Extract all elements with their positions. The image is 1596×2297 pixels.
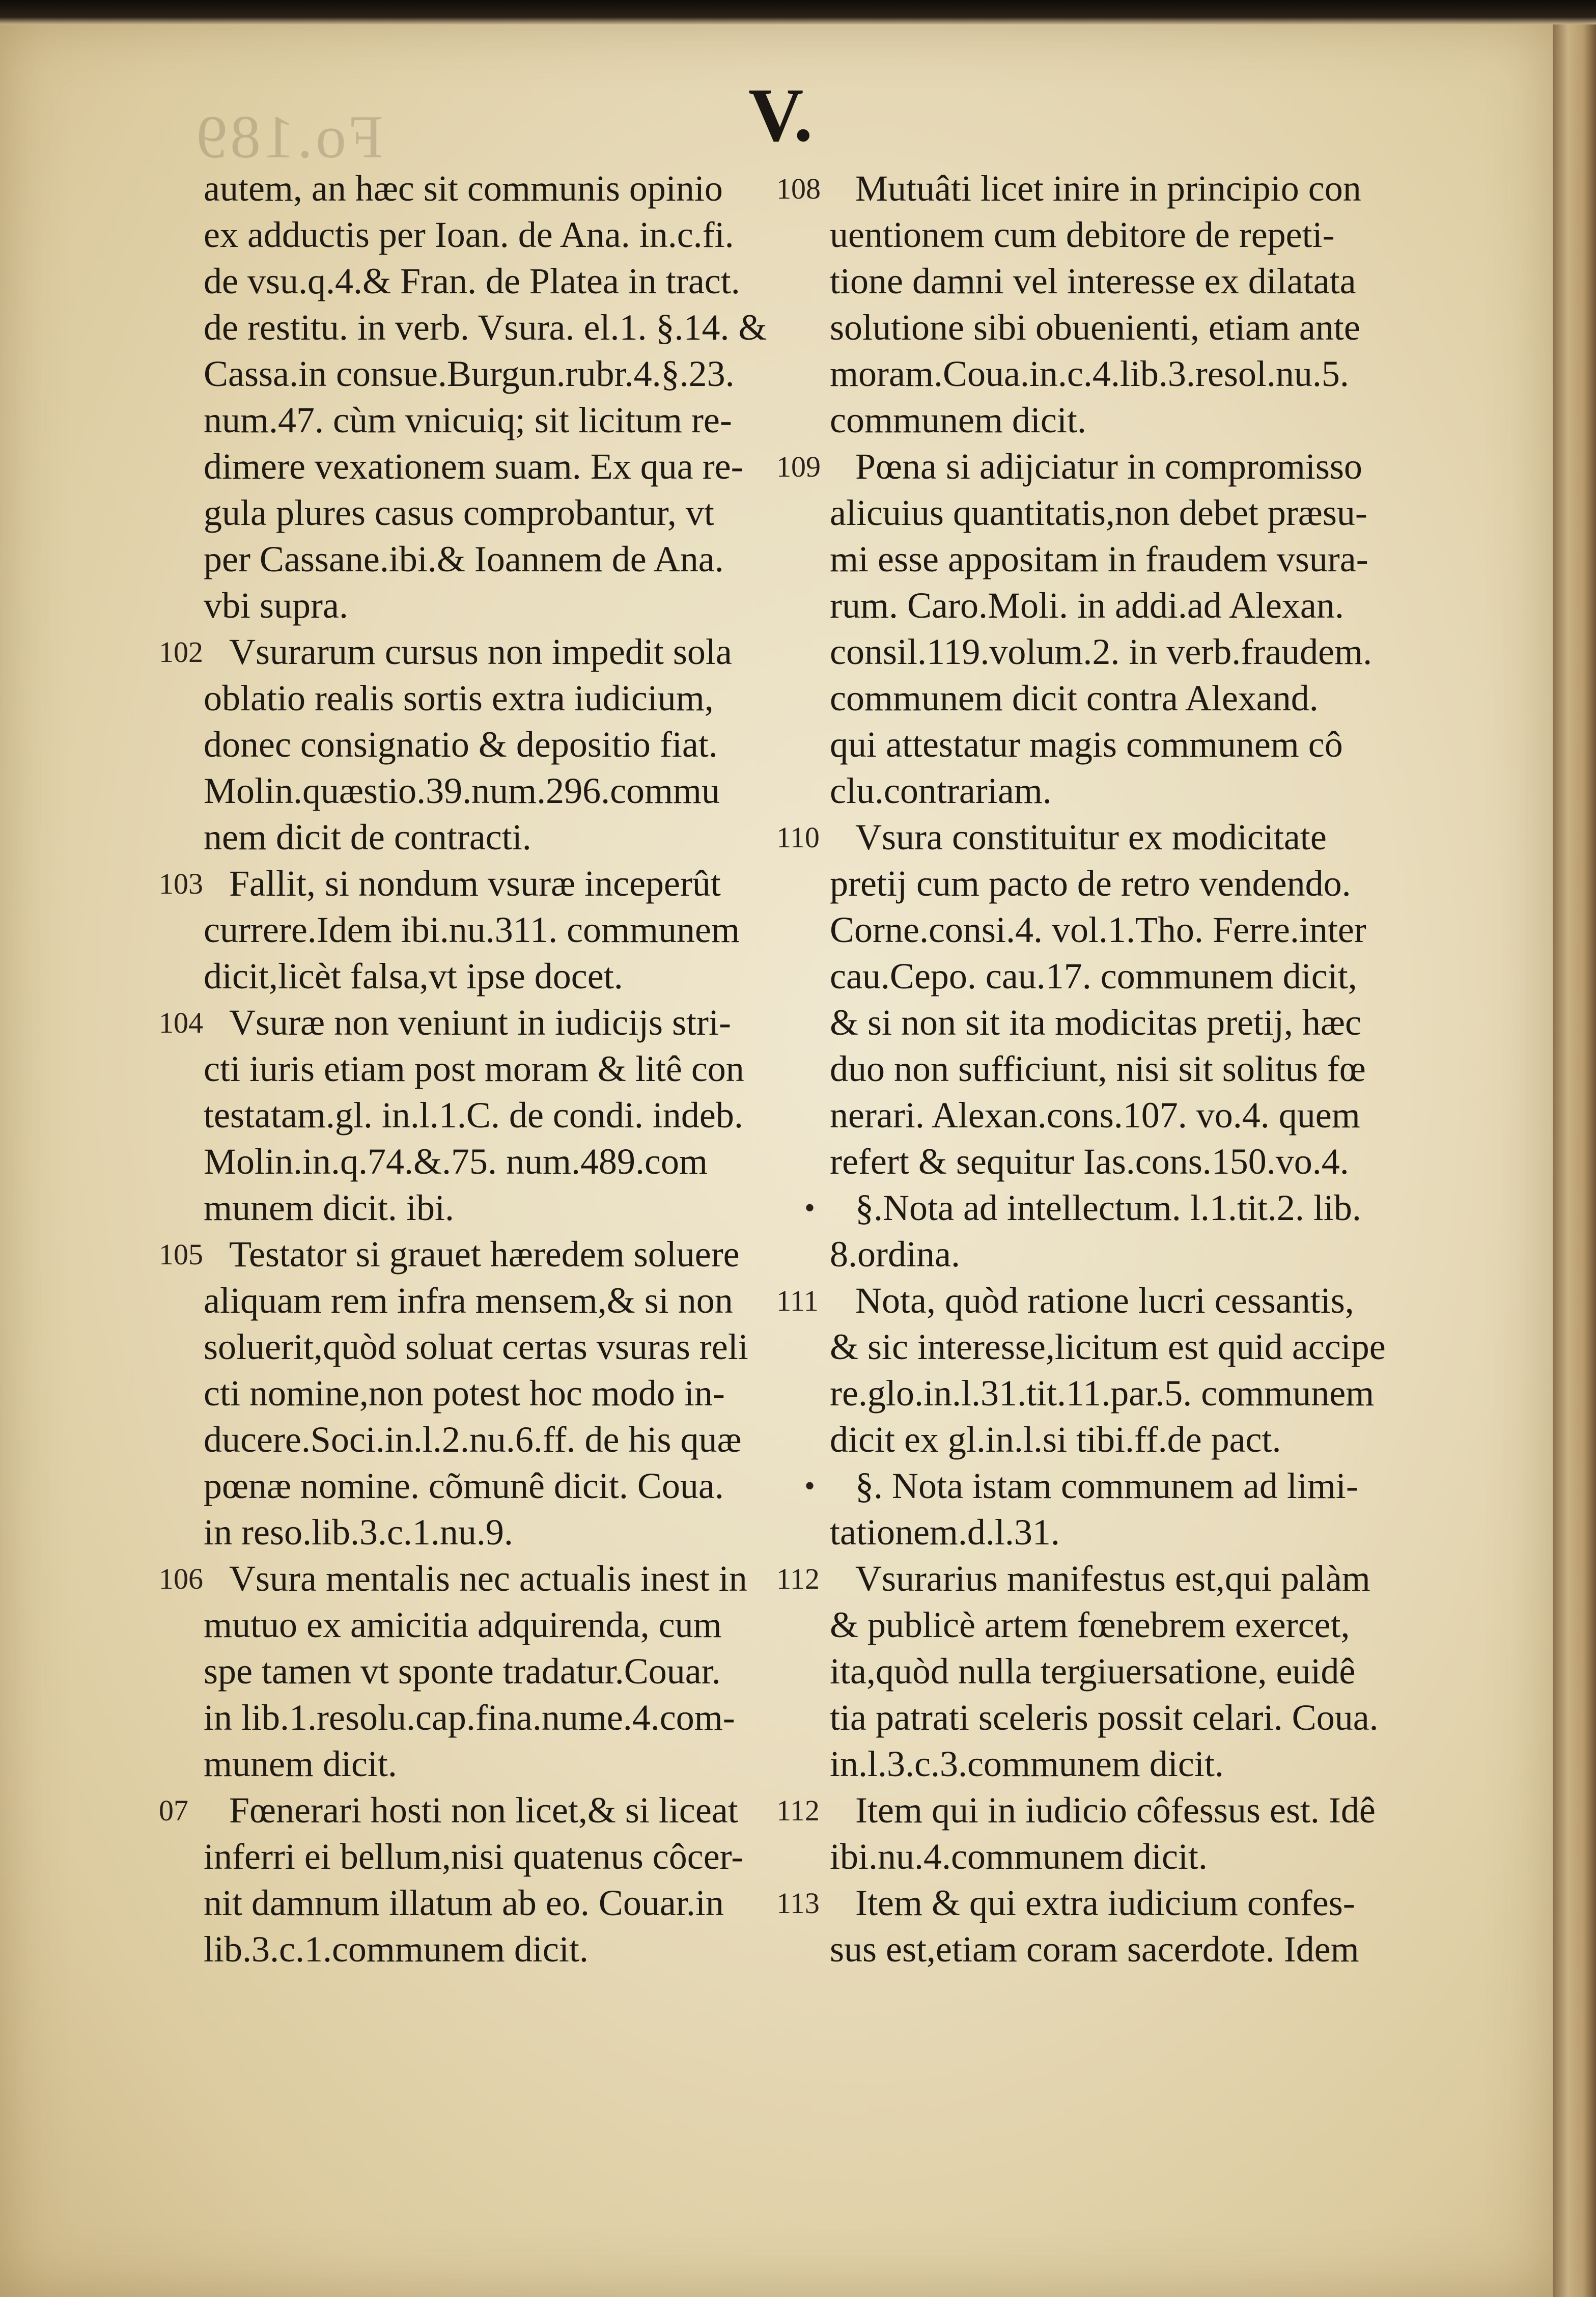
entry-number: 108 [776, 172, 821, 205]
line-text: consil.119.volum.2. in verb.fraudem. [830, 631, 1373, 672]
line-text: Item & qui extra iudicium confes- [855, 1883, 1355, 1923]
entry-number: 110 [776, 821, 820, 854]
running-head: V. [748, 73, 813, 157]
line-text: Item qui in iudicio côfessus est. Idê [855, 1790, 1376, 1831]
line-text: 8.ordina. [830, 1234, 960, 1275]
line-text: pœnæ nomine. cõmunê dicit. Coua. [204, 1465, 724, 1506]
line-text: Fallit, si nondum vsuræ inceperût [229, 863, 721, 904]
text-line [830, 1046, 1400, 1092]
right-column [776, 165, 1400, 1973]
text-line [204, 1370, 769, 1417]
text-line [204, 953, 769, 1000]
text-line [204, 1278, 769, 1324]
line-text: duo non sufficiunt, nisi sit solitus fœ [830, 1048, 1366, 1089]
line-text: donec consignatio & depositio fiat. [204, 724, 718, 765]
text-line [830, 305, 1400, 351]
line-text: tia patrati sceleris possit celari. Coua. [830, 1697, 1379, 1738]
text-line [776, 1787, 1400, 1834]
text-line [830, 1695, 1400, 1741]
text-line [204, 351, 769, 397]
line-text: nit damnum illatum ab eo. Couar.in [204, 1883, 724, 1923]
text-line [830, 1231, 1400, 1278]
text-line [204, 1417, 769, 1463]
entry-number: 106 [159, 1562, 203, 1595]
text-line [830, 907, 1400, 953]
line-text: mi esse appositam in fraudem vsura- [830, 539, 1368, 579]
entry-number: 103 [159, 867, 203, 900]
line-text: Molin.quæstio.39.num.296.commu [204, 770, 720, 811]
entry-number: 07 [159, 1794, 188, 1827]
text-line [830, 1509, 1400, 1556]
line-text: gula plures casus comprobantur, vt [204, 492, 714, 533]
text-line [204, 1463, 769, 1509]
text-line [804, 1463, 1400, 1509]
line-text: re.glo.in.l.31.tit.11.par.5. communem [830, 1373, 1375, 1414]
line-text: inferri ei bellum,nisi quatenus côcer- [204, 1836, 744, 1877]
line-text: clu.contrariam. [830, 770, 1052, 811]
line-text: ex adductis per Ioan. de Ana. in.c.fi. [204, 214, 734, 255]
text-line [204, 1834, 769, 1880]
text-line [830, 1417, 1400, 1463]
text-line [776, 444, 1400, 490]
line-text: §.Nota ad intellectum. l.1.tit.2. lib. [855, 1187, 1361, 1228]
text-line [159, 1231, 769, 1278]
text-line [830, 953, 1400, 1000]
page-edge [1553, 10, 1596, 2297]
text-line [204, 305, 769, 351]
entry-number: 104 [159, 1006, 203, 1039]
text-line [830, 629, 1400, 675]
line-text: ducere.Soci.in.l.2.nu.6.ff. de his quæ [204, 1419, 742, 1460]
text-line [204, 1046, 769, 1092]
text-line [204, 1185, 769, 1231]
text-line [830, 351, 1400, 397]
text-line [830, 1000, 1400, 1046]
text-line [776, 1556, 1400, 1602]
line-text: Molin.in.q.74.&.75. num.489.com [204, 1141, 708, 1182]
text-line [776, 1278, 1400, 1324]
text-line [204, 1324, 769, 1370]
line-text: uentionem cum debitore de repeti- [830, 214, 1335, 255]
text-line [830, 675, 1400, 722]
text-line [204, 583, 769, 629]
text-line [204, 722, 769, 768]
text-line [830, 768, 1400, 814]
line-text: Nota, quòd ratione lucri cessantis, [855, 1280, 1354, 1321]
text-line [204, 536, 769, 583]
line-text: rum. Caro.Moli. in addi.ad Alexan. [830, 585, 1344, 626]
line-text: aliquam rem infra mensem,& si non [204, 1280, 733, 1321]
line-text: moram.Coua.in.c.4.lib.3.resol.nu.5. [830, 353, 1349, 394]
text-line [204, 444, 769, 490]
line-text: mutuo ex amicitia adquirenda, cum [204, 1604, 722, 1645]
line-text: cti nomine,non potest hoc modo in- [204, 1373, 725, 1414]
text-line [830, 397, 1400, 444]
line-text: Fœnerari hosti non licet,& si liceat [229, 1790, 738, 1831]
line-text: cti iuris etiam post moram & litê con [204, 1048, 744, 1089]
line-text: qui attestatur magis communem cô [830, 724, 1343, 765]
text-line [830, 1834, 1400, 1880]
bleed-through-folio: Fo.189 [193, 103, 383, 171]
line-text: nem dicit de contracti. [204, 817, 531, 857]
line-text: & sic interesse,licitum est quid accipe [830, 1326, 1386, 1367]
line-text: §. Nota istam communem ad limi- [855, 1465, 1358, 1506]
text-line [204, 1741, 769, 1787]
text-line [204, 1926, 769, 1973]
line-text: de vsu.q.4.& Fran. de Platea in tract. [204, 261, 740, 301]
entry-number: 112 [776, 1794, 820, 1827]
text-line [830, 536, 1400, 583]
line-text: Vsuræ non veniunt in iudicijs stri- [229, 1002, 731, 1043]
line-text: soluerit,quòd soluat certas vsuras reli [204, 1326, 748, 1367]
text-line [830, 1324, 1400, 1370]
line-text: Testator si grauet hæredem soluere [229, 1234, 740, 1275]
line-text: solutione sibi obuenienti, etiam ante [830, 307, 1360, 348]
line-text: dicit,licèt falsa,vt ipse docet. [204, 956, 623, 997]
text-line [204, 675, 769, 722]
text-line [204, 1602, 769, 1648]
line-text: munem dicit. [204, 1743, 397, 1784]
text-line [159, 1787, 769, 1834]
line-text: Vsurarius manifestus est,qui palàm [855, 1558, 1370, 1599]
line-text: num.47. cùm vnicuiq; sit licitum re- [204, 400, 732, 440]
line-text: tione damni vel interesse ex dilatata [830, 261, 1356, 301]
text-line [204, 1509, 769, 1556]
line-text: dimere vexationem suam. Ex qua re- [204, 446, 743, 487]
text-line [204, 814, 769, 861]
line-text: tationem.d.l.31. [830, 1512, 1060, 1553]
line-text: & si non sit ita modicitas pretij, hæc [830, 1002, 1361, 1043]
line-text: pretij cum pacto de retro vendendo. [830, 863, 1351, 904]
line-text: currere.Idem ibi.nu.311. communem [204, 909, 740, 950]
text-line [204, 907, 769, 953]
line-text: cau.Cepo. cau.17. communem dicit, [830, 956, 1357, 997]
line-text: & publicè artem fœnebrem exercet, [830, 1604, 1350, 1645]
text-line [159, 629, 769, 675]
text-line [204, 212, 769, 258]
text-line [830, 583, 1400, 629]
text-line [204, 768, 769, 814]
line-text: Mutuâti licet inire in principio con [855, 168, 1361, 209]
text-line [830, 1602, 1400, 1648]
line-text: dicit ex gl.in.l.si tibi.ff.de pact. [830, 1419, 1281, 1460]
text-line [204, 1139, 769, 1185]
text-line [776, 814, 1400, 861]
line-text: autem, an hæc sit communis opinio [204, 168, 723, 209]
line-text: vbi supra. [204, 585, 348, 626]
text-line [830, 722, 1400, 768]
line-text: communem dicit contra Alexand. [830, 678, 1319, 718]
text-line [159, 861, 769, 907]
text-line [776, 165, 1400, 212]
text-line [204, 1880, 769, 1926]
text-line [776, 1880, 1400, 1926]
entry-number: 109 [776, 450, 821, 483]
line-text: nerari. Alexan.cons.107. vo.4. quem [830, 1095, 1360, 1136]
line-text: oblatio realis sortis extra iudicium, [204, 678, 714, 718]
line-text: lib.3.c.1.communem dicit. [204, 1929, 589, 1970]
line-text: in.l.3.c.3.communem dicit. [830, 1743, 1224, 1784]
paragraph-bullet: • [804, 1469, 816, 1503]
line-text: sus est,etiam coram sacerdote. Idem [830, 1929, 1359, 1970]
text-line [159, 1000, 769, 1046]
line-text: in lib.1.resolu.cap.fina.nume.4.com- [204, 1697, 735, 1738]
text-line [204, 165, 769, 212]
text-line [159, 1556, 769, 1602]
paragraph-bullet: • [804, 1191, 816, 1225]
text-line [830, 1926, 1400, 1973]
text-line [830, 1139, 1400, 1185]
entry-number: 113 [776, 1887, 820, 1920]
text-line [204, 258, 769, 305]
entry-number: 111 [776, 1284, 819, 1317]
line-text: in reso.lib.3.c.1.nu.9. [204, 1512, 513, 1553]
entry-number: 112 [776, 1562, 820, 1595]
text-line [830, 861, 1400, 907]
line-text: Corne.consi.4. vol.1.Tho. Ferre.inter [830, 909, 1366, 950]
text-line [204, 1092, 769, 1139]
text-line [830, 212, 1400, 258]
text-line [830, 490, 1400, 536]
line-text: de restitu. in verb. Vsura. el.1. §.14. & [204, 307, 767, 348]
line-text: ibi.nu.4.communem dicit. [830, 1836, 1208, 1877]
text-line [830, 1741, 1400, 1787]
top-edge-shadow [0, 0, 1596, 24]
line-text: per Cassane.ibi.& Ioannem de Ana. [204, 539, 724, 579]
text-line [830, 1092, 1400, 1139]
text-line [204, 1648, 769, 1695]
line-text: alicuius quantitatis,non debet præsu- [830, 492, 1367, 533]
line-text: spe tamen vt sponte tradatur.Couar. [204, 1651, 721, 1692]
line-text: ita,quòd nulla tergiuersatione, euidê [830, 1651, 1356, 1692]
text-line [204, 397, 769, 444]
line-text: Cassa.in consue.Burgun.rubr.4.§.23. [204, 353, 735, 394]
line-text: testatam.gl. in.l.1.C. de condi. indeb. [204, 1095, 743, 1136]
line-text: Vsurarum cursus non impedit sola [229, 631, 732, 672]
text-line [830, 1370, 1400, 1417]
line-text: Vsura constituitur ex modicitate [855, 817, 1327, 857]
line-text: refert & sequitur Ias.cons.150.vo.4. [830, 1141, 1349, 1182]
text-line [830, 1648, 1400, 1695]
text-line [830, 258, 1400, 305]
entry-number: 105 [159, 1238, 203, 1271]
entry-number: 102 [159, 635, 203, 669]
line-text: Pœna si adijciatur in compromisso [855, 446, 1362, 487]
text-line [204, 490, 769, 536]
text-line [804, 1185, 1400, 1231]
line-text: communem dicit. [830, 400, 1086, 440]
line-text: Vsura mentalis nec actualis inest in [229, 1558, 747, 1599]
line-text: munem dicit. ibi. [204, 1187, 454, 1228]
text-line [204, 1695, 769, 1741]
left-column [159, 165, 769, 1973]
